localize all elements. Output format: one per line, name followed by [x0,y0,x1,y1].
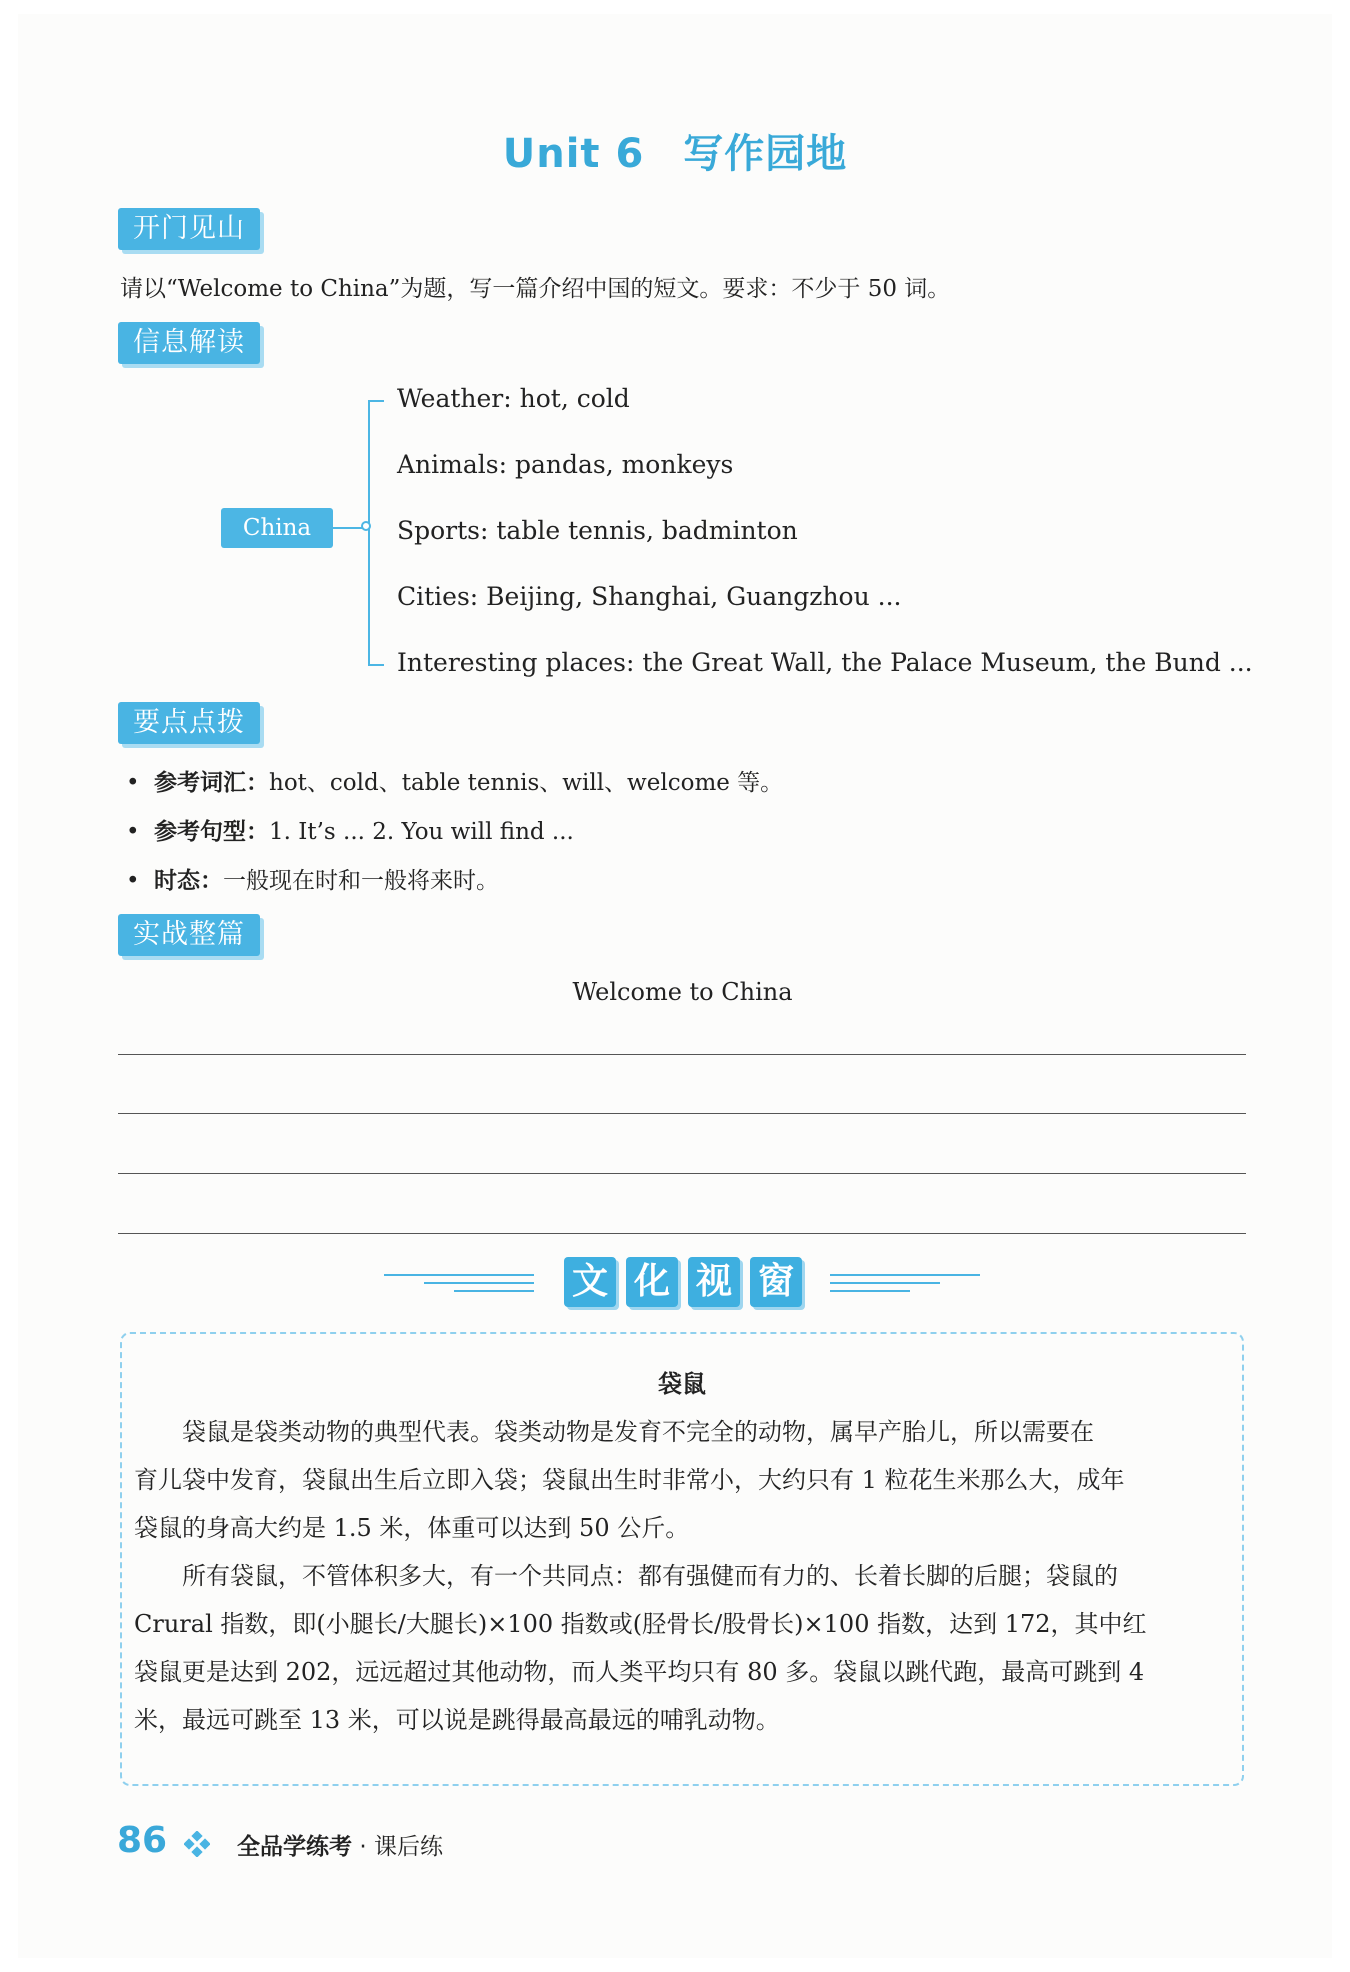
essay-title: Welcome to China [572,978,793,1006]
section-tag-yaodian: 要点点拨 [118,702,260,744]
diamond-icon [184,1831,210,1857]
banner-char: 窗 [750,1257,802,1307]
tip-sentence: • 参考句型：1. It’s ... 2. You will find ... [126,819,574,845]
unit-label: Unit 6 [502,131,645,177]
section-tag-shizhan: 实战整篇 [118,914,260,956]
mindmap-bracket-bottom [368,664,384,666]
bullet-icon: • [126,770,140,796]
mindmap-item: Cities: Beijing, Shanghai, Guangzhou ... [397,582,902,611]
bullet-icon: • [126,868,140,894]
mindmap-item: Sports: table tennis, badminton [397,516,798,545]
culture-title: 袋鼠 [658,1370,706,1398]
banner-deco-right [830,1274,980,1298]
banner-char: 化 [626,1257,678,1307]
culture-line: 袋鼠是袋类动物的典型代表。袋类动物是发育不完全的动物，属早产胎儿，所以需要在 [134,1418,1094,1446]
banner-char: 文 [564,1257,616,1307]
mindmap-item: Interesting places: the Great Wall, the Palace Museum, the Bund ... [397,648,1253,677]
unit-title-text: 写作园地 [683,131,848,177]
writing-prompt: 请以“Welcome to China”为题，写一篇介绍中国的短文。要求：不少于 50 词。 [120,276,951,302]
section-tag-xinxi: 信息解读 [118,322,260,364]
section-tag-kaimen: 开门见山 [118,208,260,250]
mindmap-item: Weather: hot, cold [397,384,630,413]
culture-line: 米，最远可跳至 13 米，可以说是跳得最高最远的哺乳动物。 [134,1706,780,1734]
mindmap-center: China [221,508,333,548]
writing-line[interactable] [118,1173,1246,1174]
culture-line: 育儿袋中发育，袋鼠出生后立即入袋；袋鼠出生时非常小，大约只有 1 粒花生米那么大，成年 [134,1466,1125,1494]
writing-line[interactable] [118,1233,1246,1234]
culture-line: 所有袋鼠，不管体积多大，有一个共同点：都有强健而有力的、长着长脚的后腿；袋鼠的 [134,1562,1118,1590]
footer-brand: 全品学练考 · 课后练 [237,1834,443,1860]
banner-char: 视 [688,1257,740,1307]
tip-tense: • 时态：一般现在时和一般将来时。 [126,868,499,894]
mindmap-bracket-top [368,400,384,402]
writing-line[interactable] [118,1113,1246,1114]
page-title [0,122,1350,179]
mindmap-item: Animals: pandas, monkeys [397,450,734,479]
culture-line: 袋鼠更是达到 202，远远超过其他动物，而人类平均只有 80 多。袋鼠以跳代跑，最高可跳到 4 [134,1658,1145,1686]
culture-line: 袋鼠的身高大约是 1.5 米，体重可以达到 50 公斤。 [134,1514,690,1542]
page-number: 86 [117,1820,168,1861]
tip-vocab: • 参考词汇：hot、cold、table tennis、will、welcome 等。 [126,770,784,796]
writing-line[interactable] [118,1054,1246,1055]
mindmap-dot [361,521,371,531]
banner-deco-left [384,1274,534,1298]
bullet-icon: • [126,819,140,845]
culture-line: Crural 指数，即(小腿长/大腿长)×100 指数或(胫骨长/股骨长)×100 指数，达到 172，其中红 [134,1610,1147,1638]
mindmap-bracket [368,402,370,664]
